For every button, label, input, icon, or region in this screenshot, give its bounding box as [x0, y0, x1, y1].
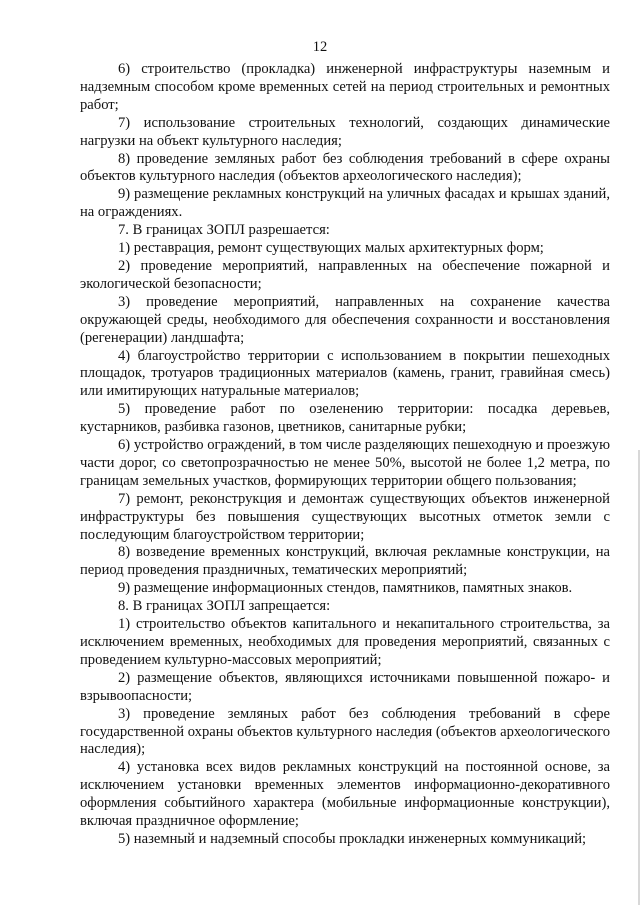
paragraph: 1) реставрация, ремонт существующих малых архитектурных форм;: [118, 240, 544, 257]
paragraph: 2) проведение мероприятий, направленных на обеспечение пожарной и экологической безопасности;: [80, 257, 610, 292]
paragraph: 1) строительство объектов капитального и некапитального строительства, за исключением временных, необходимых для проведения мероприятий, связанных с проведением культурно-массовых мероприятий;: [80, 616, 610, 668]
paragraph: 5) проведение работ по озеленению территории: посадка деревьев, кустарников, разбивка газонов, цветников, санитарные рубки;: [80, 401, 610, 436]
paragraph: 4) благоустройство территории с использованием в покрытии пешеходных площадок, тротуаров традиционных материалов (камень, гранит, гравийная смесь) или имитирующих натуральные материалов;: [80, 347, 610, 400]
paragraph: 7) использование строительных технологий, создающих динамические нагрузки на объект культурного наследия;: [80, 114, 610, 149]
paragraph: 6) строительство (прокладка) инженерной инфраструктуры наземным и надземным способом кроме временных сетей на период строительных и ремонтных работ;: [80, 61, 610, 113]
paragraph: 9) размещение информационных стендов, памятников, памятных знаков.: [118, 580, 573, 597]
paragraph: 3) проведение мероприятий, направленных на сохранение качества окружающей среды, необходимого для обеспечения сохранности и восстановления (регенерации) ландшафта;: [80, 293, 610, 346]
paragraph: 4) установка всех видов рекламных конструкций на постоянной основе, за исключением установки временных элементов информационно-декоративного оформления событийного характера (мобильные информационные конструкции), включая праздничное оформление;: [80, 759, 610, 830]
section-heading: 7. В границах ЗОПЛ разрешается:: [118, 222, 330, 239]
paragraph: 6) устройство ограждений, в том числе разделяющих пешеходную и проезжую части дорог, со светопрозрачностью не менее 50%, высотой не более 1,2 метра, по границам земельных участков, формирующих территории общего пользования;: [80, 437, 610, 489]
paragraph: 2) размещение объектов, являющихся источниками повышенной пожаро- и взрывоопасности;: [80, 669, 610, 704]
paragraph: 5) наземный и надземный способы прокладки инженерных коммуникаций;: [118, 830, 587, 847]
paragraph: 8) возведение временных конструкций, включая рекламные конструкции, на период проведения праздничных, тематических мероприятий;: [80, 544, 610, 579]
page-number: 12: [312, 39, 328, 55]
paragraph: 8) проведение земляных работ без соблюдения требований в сфере охраны объектов культурного наследия (объектов археологического наследия);: [80, 150, 610, 185]
paragraph: 7) ремонт, реконструкция и демонтаж существующих объектов инженерной инфраструктуры без повышения существующих высотных отметок земли с последующим благоустройством территории;: [80, 490, 610, 543]
paragraph: 9) размещение рекламных конструкций на уличных фасадах и крышах зданий, на ограждениях.: [80, 186, 610, 221]
paragraph: 3) проведение земляных работ без соблюдения требований в сфере государственной охраны объектов культурного наследия (объектов археологического наследия);: [80, 705, 610, 758]
document-body: [80, 61, 610, 849]
section-heading: 8. В границах ЗОПЛ запрещается:: [118, 598, 331, 615]
